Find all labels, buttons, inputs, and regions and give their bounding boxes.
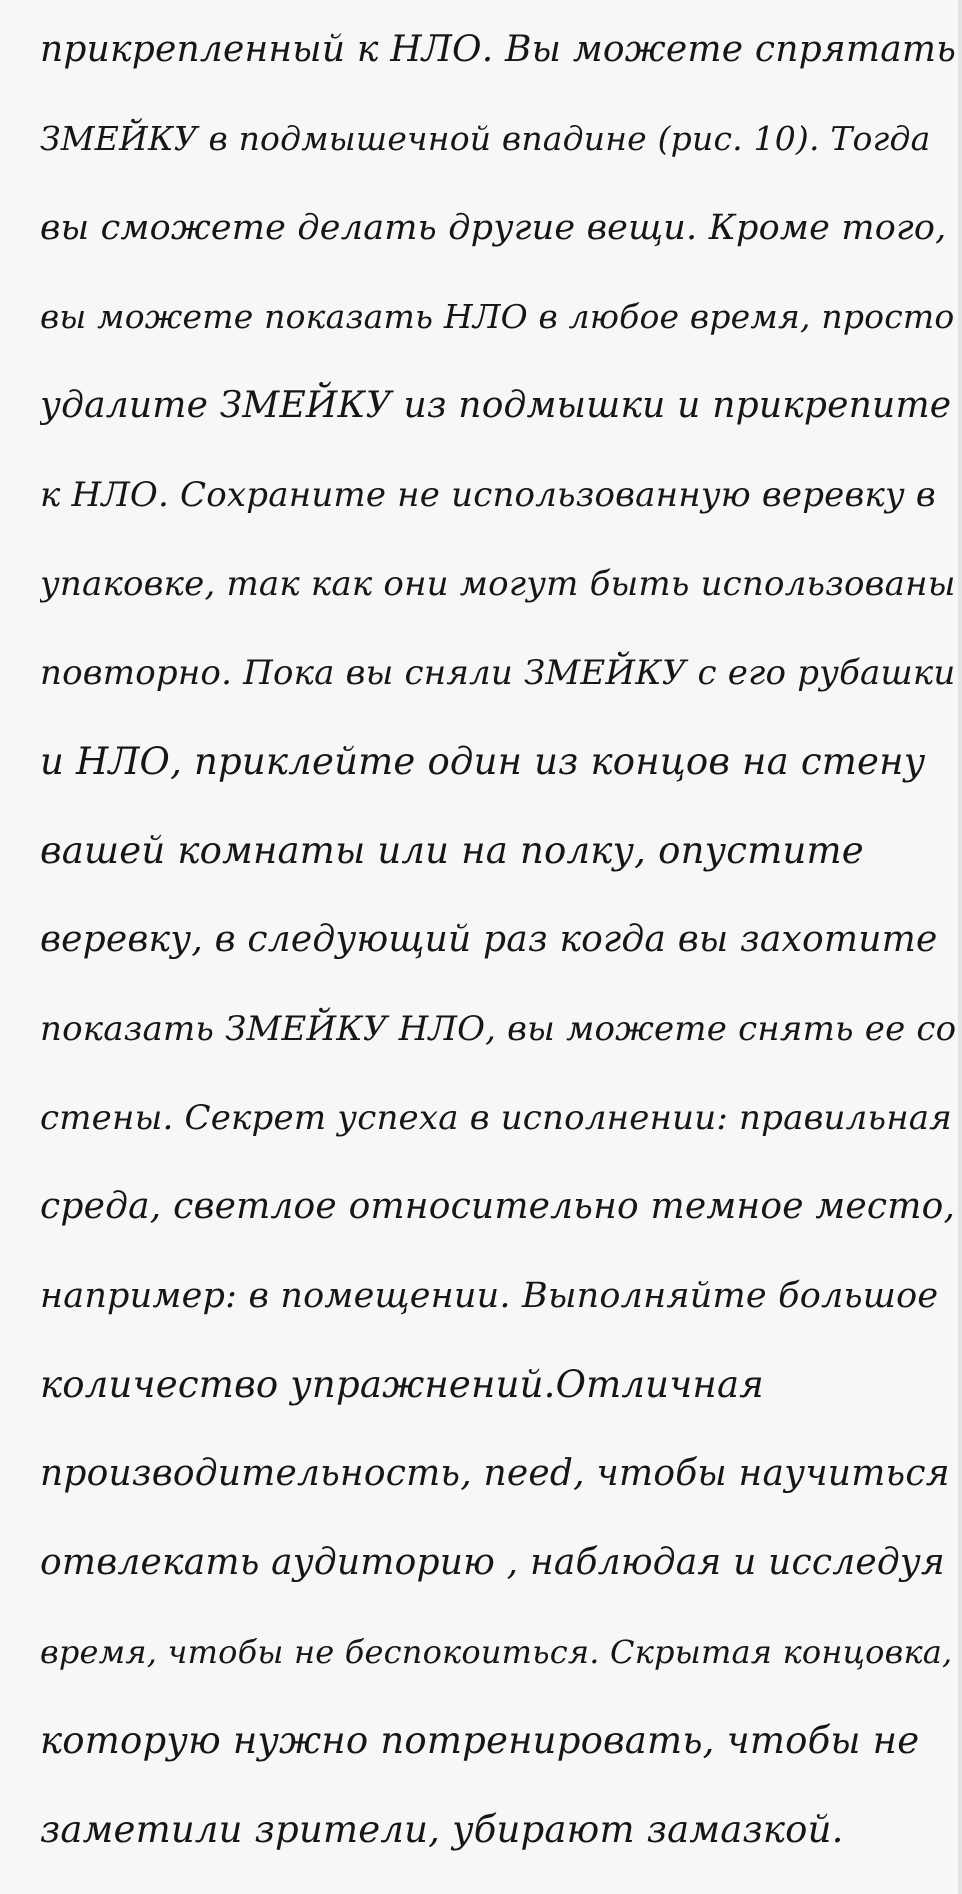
text-line: вы можете показать НЛО в любое время, просто xyxy=(40,297,955,336)
text-line: к НЛО. Сохраните не использованную веревку в xyxy=(40,475,936,515)
text-line: показать ЗМЕЙКУ НЛО, вы можете снять ее со xyxy=(40,1009,956,1049)
text-line: упаковке, так как они могут быть использованы xyxy=(40,564,956,604)
text-line: прикрепленный к НЛО. Вы можете спрятать xyxy=(40,29,956,70)
text-line: вашей комнаты или на полку, опустите xyxy=(40,829,864,872)
scrollbar-track[interactable] xyxy=(958,0,962,1894)
text-line: ЗМЕЙКУ в подмышечной впадине (рис. 10). Тогда xyxy=(40,119,931,158)
text-line: отвлекать аудиторию , наблюдая и исследуя xyxy=(40,1542,945,1583)
text-line: среда, светлое относительно темное место, xyxy=(40,1186,956,1227)
text-line: веревку, в следующий раз когда вы захотите xyxy=(40,919,938,960)
text-line: вы сможете делать другие вещи. Кроме того, xyxy=(40,208,947,248)
text-line: например: в помещении. Выполняйте большое xyxy=(40,1276,939,1316)
text-line: заметили зрители, убирают замазкой. xyxy=(40,1808,844,1851)
text-line: стены. Секрет успеха в исполнении: правильная xyxy=(40,1098,952,1138)
text-line: и НЛО, приклейте один из концов на стену xyxy=(40,740,926,783)
text-line: которую нужно потренировать, чтобы не xyxy=(40,1719,920,1762)
text-line: повторно. Пока вы сняли ЗМЕЙКУ с его рубашки xyxy=(40,653,956,693)
text-line: время, чтобы не беспокоиться. Скрытая концовка, xyxy=(40,1633,953,1671)
text-line: удалите ЗМЕЙКУ из подмышки и прикрепите xyxy=(40,385,952,426)
text-line: количество упражнений.Отличная xyxy=(40,1363,764,1406)
text-line: производительность, need, чтобы научиться xyxy=(40,1453,950,1494)
